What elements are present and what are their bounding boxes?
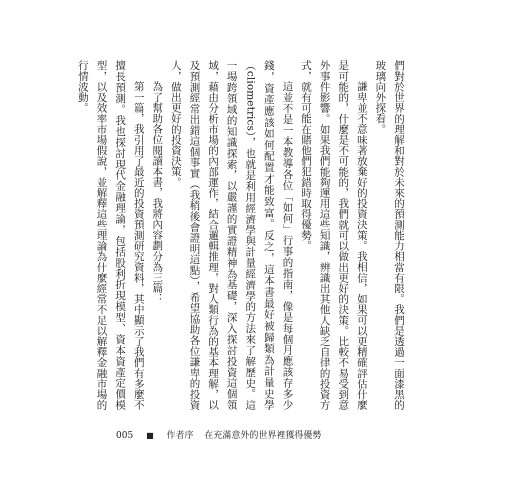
page-footer xyxy=(116,428,321,441)
paragraph-2: 謙卑並不意味著放棄好的投資決策。我相信，如果可以更精確評估什麼是可能的，什麼是不可能的，我們就可以做出更好的決策。比較不易受到意外事件影響。如果我們能夠運用這些知識，辨識出其他人缺乏自律的投資方式，就有可能在賭他們犯錯時取得優勢。 xyxy=(300,60,368,410)
page-number: 005 xyxy=(116,431,134,441)
paragraph-1: 們對於世界的理解和對於未來的預測能力相當有限。我們是透過一面漆黑的玻璃向外探看。 xyxy=(374,60,405,410)
paragraph-4: 為了幫助各位閱讀本書，我將內容劃分為三篇： xyxy=(151,81,164,304)
chapter-label: 作者序 xyxy=(166,431,194,441)
chapter-subtitle: 在充滿意外的世界裡獲得優勢 xyxy=(204,431,322,441)
paragraph-3: 這並不是一本教導各位「如何」行事的指南，像是每個月應該存多少錢，資產應該如何配置才能致富。反之，這本書最好被歸類為計量史學（cliometrics），也就是利用經濟學與計量經濟學的方法來了解歷史。這一場跨領域的知識探索，以嚴謹的實證精神為基礎，深入探討投資這個領域，藉由分析市場的內部運作，結合邏輯推理，對人類行為的基本理解，以及預測經常出錯這個事實（我稍後會證明這點），希望協助各位謙卑的投資人，做出更好的投資決策。 xyxy=(169,60,294,410)
body-text xyxy=(76,60,408,410)
footer-bullet-icon: ■ xyxy=(146,431,154,440)
paragraph-5: 第一篇，我引用了最近的投資預測研究資料，其中顯示了我們有多麼不擅長預測。我也探討現代金融理論，包括股利折現模型、資本資產定價模型，以及效率市場假說，並解釋這些理論為什麼經常不足以解釋金融市場的行情波動。 xyxy=(76,60,145,410)
